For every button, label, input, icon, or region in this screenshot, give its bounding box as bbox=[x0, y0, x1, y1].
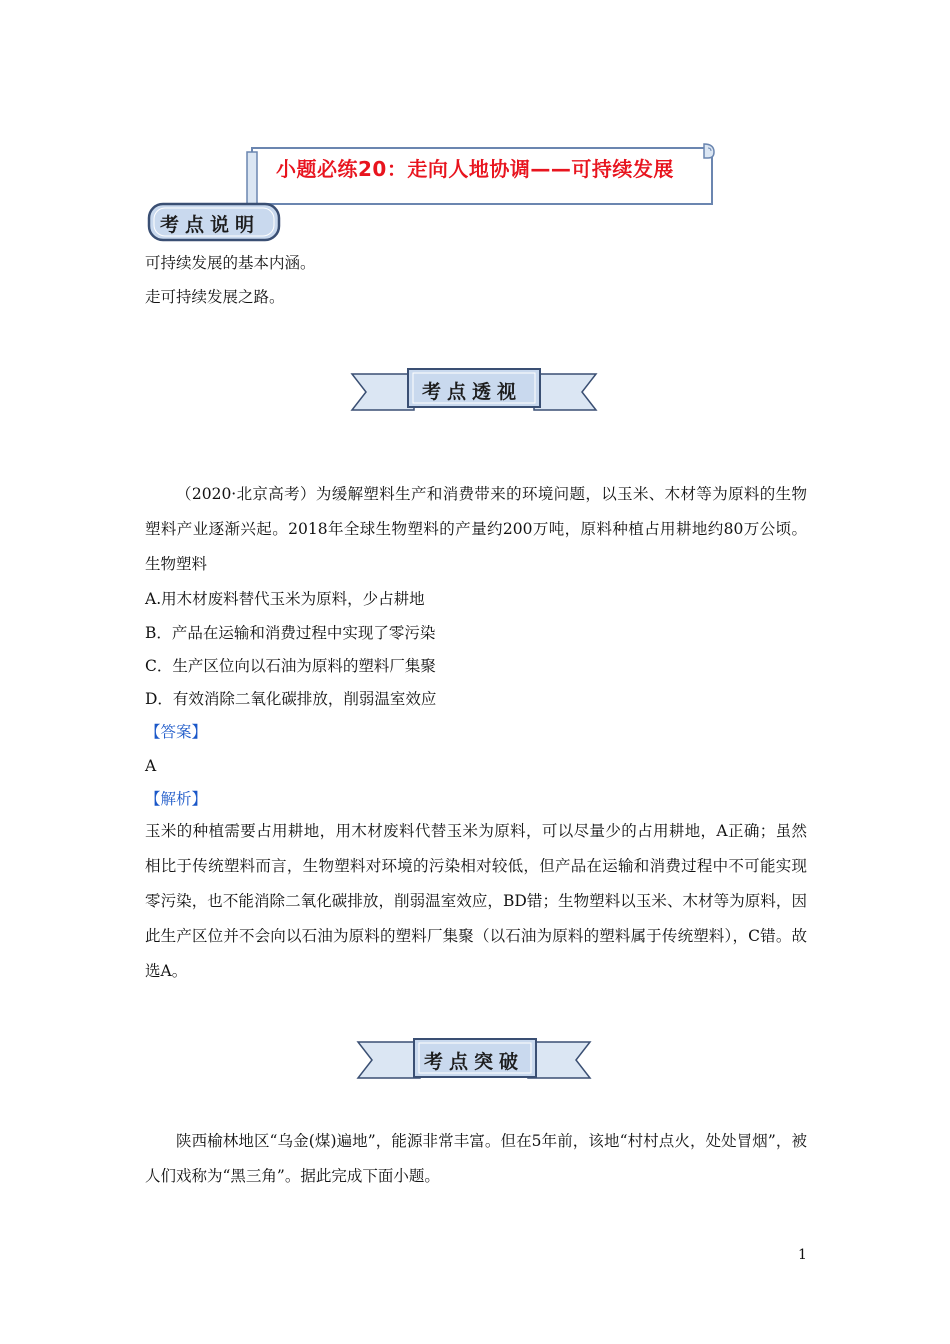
badge-label-explain: 考点说明 bbox=[160, 214, 261, 236]
question-stem: （2020·北京高考）为缓解塑料生产和消费带来的环境问题，以玉米、木材等为原料的生物塑料产业逐渐兴起。2018年全球生物塑料的产量约200万吨，原料种植占用耕地约80万公顷。生物塑料 bbox=[145, 485, 807, 573]
explain-item-1: 可持续发展的基本内涵。 bbox=[145, 254, 316, 272]
option-b: B．产品在运输和消费过程中实现了零污染 bbox=[145, 624, 436, 642]
analysis-text: 玉米的种植需要占用耕地，用木材废料代替玉米为原料，可以尽量少的占用耕地，A正确；虽然相比于传统塑料而言，生物塑料对环境的污染相对较低，但产品在运输和消费过程中不可能实现零污染，也不能消除二氧化碳排放，削弱温室效应，BD错；生物塑料以玉米、木材等为原料，因此生产区位并不会向以石油为原料的塑料厂集聚（以石油为原料的塑料属于传统塑料），C错。故选A。 bbox=[145, 822, 807, 980]
page-number: 1 bbox=[798, 1247, 807, 1263]
answer-label: 【答案】 bbox=[145, 723, 208, 741]
ribbon-label-breakthrough: 考点突破 bbox=[424, 1051, 525, 1073]
answer-value: A bbox=[145, 757, 157, 775]
section-ribbon-breakthrough bbox=[356, 1036, 592, 1084]
explain-item-2: 走可持续发展之路。 bbox=[145, 288, 285, 306]
breakthrough-intro: 陕西榆林地区“乌金(煤)遍地”，能源非常丰富。但在5年前，该地“村村点火，处处冒烟”，被人们戏称为“黑三角”。据此完成下面小题。 bbox=[145, 1132, 807, 1185]
option-a: A.用木材废料替代玉米为原料，少占耕地 bbox=[145, 590, 425, 608]
page-title: 小题必练20：走向人地协调——可持续发展 bbox=[276, 157, 674, 181]
option-d: D．有效消除二氧化碳排放，削弱温室效应 bbox=[145, 690, 437, 708]
section-badge-explain bbox=[146, 201, 282, 243]
analysis-label: 【解析】 bbox=[145, 790, 208, 808]
title-banner bbox=[246, 142, 718, 208]
section-ribbon-perspective bbox=[350, 368, 598, 416]
ribbon-label-perspective: 考点透视 bbox=[422, 381, 523, 403]
option-c: C．生产区位向以石油为原料的塑料厂集聚 bbox=[145, 657, 436, 675]
